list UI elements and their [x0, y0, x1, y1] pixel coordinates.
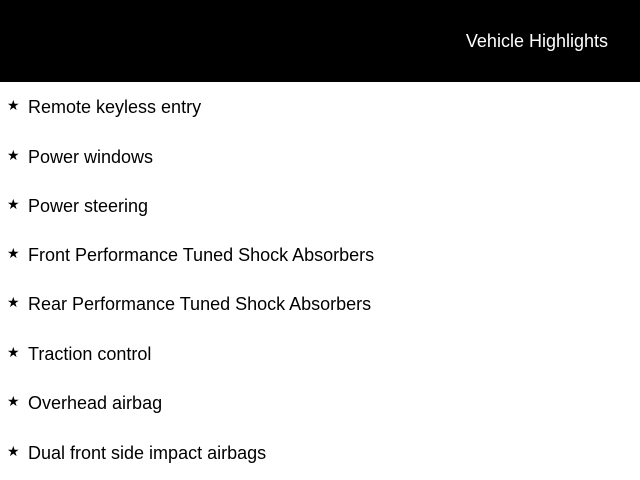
list-item	[0, 96, 640, 120]
star-icon: ★	[7, 394, 20, 410]
list-item	[0, 343, 640, 367]
highlight-label: Remote keyless entry	[28, 97, 202, 117]
list-item	[0, 146, 640, 170]
highlight-label: Traction control	[28, 344, 152, 364]
star-icon: ★	[7, 444, 20, 460]
star-icon: ★	[7, 345, 20, 361]
highlight-label: Power windows	[28, 147, 154, 167]
header-bar	[0, 0, 640, 82]
highlight-label: Rear Performance Tuned Shock Absorbers	[28, 294, 372, 314]
highlight-label: Front Performance Tuned Shock Absorbers	[28, 245, 375, 265]
highlight-label: Power steering	[28, 196, 149, 216]
highlight-label: Overhead airbag	[28, 393, 163, 413]
star-icon: ★	[7, 148, 20, 164]
page-title: Vehicle Highlights	[465, 31, 608, 51]
list-item	[0, 442, 640, 466]
list-item	[0, 392, 640, 416]
list-item	[0, 244, 640, 268]
star-icon: ★	[7, 197, 20, 213]
highlight-label: Dual front side impact airbags	[28, 443, 267, 463]
list-item	[0, 195, 640, 219]
list-item	[0, 293, 640, 317]
star-icon: ★	[7, 98, 20, 114]
star-icon: ★	[7, 246, 20, 262]
star-icon: ★	[7, 295, 20, 311]
